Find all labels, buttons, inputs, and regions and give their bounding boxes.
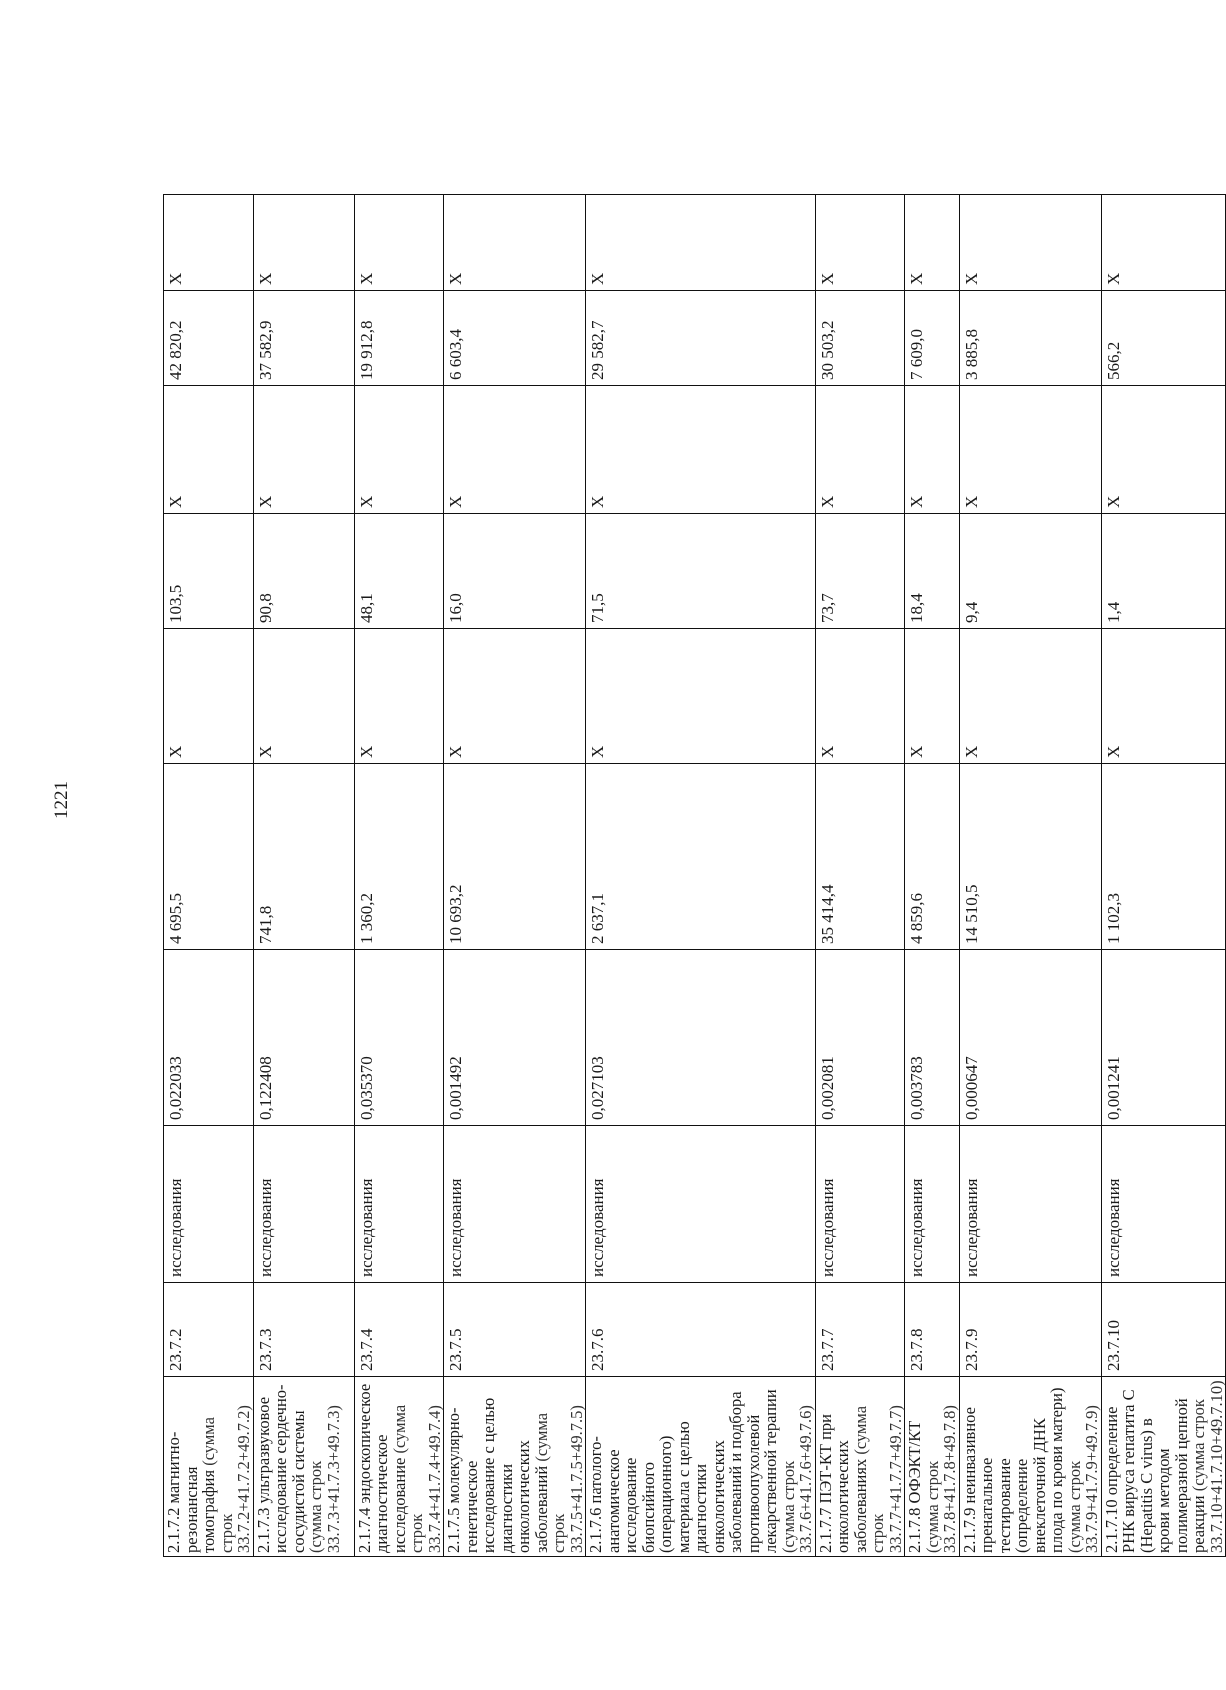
volume-norm-cell: 0,022033 [164, 950, 254, 1126]
rotated-table-container [163, 195, 1226, 1557]
cost-norm-cell: 2 637,1 [586, 764, 816, 950]
unit-cell: исследования [164, 1126, 254, 1283]
sum-formula: (сумма строк 33.7.2+41.7.2+49.7.2) [199, 1405, 253, 1553]
x-cell: X [164, 629, 254, 764]
x-cell: X [586, 195, 816, 291]
table-row [815, 195, 905, 1557]
service-name-cell [959, 1377, 1101, 1557]
x-cell: X [905, 629, 960, 764]
per-capita-cell: 90,8 [253, 514, 354, 629]
volume-norm-cell: 0,035370 [354, 950, 444, 1126]
service-name-cell [1101, 1377, 1226, 1557]
per-capita-cell: 71,5 [586, 514, 816, 629]
sum-formula: (сумма строк 33.7.8+41.7.8+49.7.8) [922, 1405, 959, 1553]
total-cost-cell: 19 912,8 [354, 291, 444, 386]
service-name: 2.1.7.4 эндоскопическое диагностическое исследование [354, 1383, 409, 1553]
line-number-cell: 23.7.8 [905, 1283, 960, 1377]
unit-cell: исследования [444, 1126, 586, 1283]
volume-norm-cell: 0,001241 [1101, 950, 1226, 1126]
x-cell: X [253, 629, 354, 764]
table-row [905, 195, 960, 1557]
x-cell: X [354, 386, 444, 514]
volume-norm-cell: 0,122408 [253, 950, 354, 1126]
x-cell: X [253, 386, 354, 514]
service-name: 2.1.7.3 ультразвуковое исследование сердечно-сосудистой системы [253, 1384, 308, 1553]
x-cell: X [815, 195, 905, 291]
cost-norm-cell: 741,8 [253, 764, 354, 950]
unit-cell: исследования [586, 1126, 816, 1283]
sum-formula: (сумма строк 33.7.4+41.7.4+49.7.4) [389, 1404, 444, 1553]
x-cell: X [586, 629, 816, 764]
x-cell: X [959, 195, 1101, 291]
x-cell: X [905, 195, 960, 291]
unit-cell: исследования [253, 1126, 354, 1283]
line-number-cell: 23.7.7 [815, 1283, 905, 1377]
per-capita-cell: 73,7 [815, 514, 905, 629]
cost-norm-cell: 1 102,3 [1101, 764, 1226, 950]
table-row [586, 195, 816, 1557]
table-row [444, 195, 586, 1557]
per-capita-cell: 1,4 [1101, 514, 1226, 629]
line-number-cell: 23.7.5 [444, 1283, 586, 1377]
x-cell: X [1101, 629, 1226, 764]
sum-formula: (сумма строк 33.7.9+41.7.9+49.7.9) [1064, 1405, 1101, 1553]
volume-norm-cell: 0,027103 [586, 950, 816, 1126]
total-cost-cell: 29 582,7 [586, 291, 816, 386]
x-cell: X [959, 386, 1101, 514]
per-capita-cell: 9,4 [959, 514, 1101, 629]
sum-formula: (сумма строк 33.7.7+41.7.7+49.7.7) [850, 1405, 905, 1553]
total-cost-cell: 37 582,9 [253, 291, 354, 386]
table-row [253, 195, 354, 1557]
service-name-cell [444, 1377, 586, 1557]
table-row [1101, 195, 1226, 1557]
total-cost-cell: 6 603,4 [444, 291, 586, 386]
total-cost-cell: 30 503,2 [815, 291, 905, 386]
unit-cell: исследования [1101, 1126, 1226, 1283]
x-cell: X [444, 195, 586, 291]
volume-norm-cell: 0,001492 [444, 950, 586, 1126]
x-cell: X [815, 629, 905, 764]
x-cell: X [905, 386, 960, 514]
per-capita-cell: 48,1 [354, 514, 444, 629]
total-cost-cell: 42 820,2 [164, 291, 254, 386]
line-number-cell: 23.7.10 [1101, 1283, 1226, 1377]
service-name-cell [164, 1377, 254, 1557]
x-cell: X [586, 386, 816, 514]
unit-cell: исследования [959, 1126, 1101, 1283]
volume-norm-cell: 0,003783 [905, 950, 960, 1126]
x-cell: X [1101, 386, 1226, 514]
total-cost-cell: 7 609,0 [905, 291, 960, 386]
sum-formula: (сумма строк 33.7.10+41.7.10+49.7.10) [1189, 1380, 1226, 1553]
volume-norm-cell: 0,002081 [815, 950, 905, 1126]
service-name: 2.1.7.8 ОФЭКТ/КТ [905, 1420, 924, 1553]
service-name-cell [905, 1377, 960, 1557]
cost-norm-cell: 1 360,2 [354, 764, 444, 950]
x-cell: X [444, 629, 586, 764]
x-cell: X [253, 195, 354, 291]
x-cell: X [354, 195, 444, 291]
total-cost-cell: 566,2 [1101, 291, 1226, 386]
line-number-cell: 23.7.4 [354, 1283, 444, 1377]
unit-cell: исследования [815, 1126, 905, 1283]
service-name: 2.1.7.6 патолого-анатомическое исследование биопсийного (операционного) материала с целью диагностики онкологических заболеваний и подбора противоопухолевой лекарственной терапии [586, 1389, 780, 1553]
x-cell: X [164, 386, 254, 514]
volume-norm-cell: 0,000647 [959, 950, 1101, 1126]
cost-norm-cell: 10 693,2 [444, 764, 586, 950]
cost-norm-cell: 4 695,5 [164, 764, 254, 950]
per-capita-cell: 16,0 [444, 514, 586, 629]
service-name-cell [253, 1377, 354, 1557]
service-name-cell [815, 1377, 905, 1557]
service-name: 2.1.7.5 молекулярно-генетическое исследование с целью диагностики онкологических заболеваний [444, 1397, 551, 1553]
service-name: 2.1.7.7 ПЭТ-КТ при онкологических заболеваниях [815, 1413, 870, 1553]
sum-formula: (сумма строк 33.7.5+41.7.5+49.7.5) [531, 1405, 586, 1553]
cost-norm-cell: 14 510,5 [959, 764, 1101, 950]
cost-norm-cell: 4 859,6 [905, 764, 960, 950]
table-row [354, 195, 444, 1557]
service-name: 2.1.7.10 определение РНК вируса гепатита С (Hepatitis С virus) в крови методом полимеразной цепной реакции [1101, 1389, 1208, 1553]
per-capita-cell: 103,5 [164, 514, 254, 629]
line-number-cell: 23.7.6 [586, 1283, 816, 1377]
table-row [959, 195, 1101, 1557]
line-number-cell: 23.7.2 [164, 1283, 254, 1377]
x-cell: X [1101, 195, 1226, 291]
table-row [164, 195, 254, 1557]
sum-formula: (сумма строк 33.7.3+41.7.3+49.7.3) [306, 1405, 343, 1553]
unit-cell: исследования [354, 1126, 444, 1283]
x-cell: X [164, 195, 254, 291]
total-cost-cell: 3 885,8 [959, 291, 1101, 386]
service-name: 2.1.7.9 неинвазивное пренатальное тестирование (определение внеклеточной ДНК плода по крови матери) [959, 1387, 1066, 1553]
sum-formula: (сумма строк 33.7.6+41.7.6+49.7.6) [778, 1405, 815, 1553]
unit-cell: исследования [905, 1126, 960, 1283]
page-number: 1221 [51, 781, 72, 819]
cost-norm-cell: 35 414,4 [815, 764, 905, 950]
x-cell: X [354, 629, 444, 764]
per-capita-cell: 18,4 [905, 514, 960, 629]
line-number-cell: 23.7.3 [253, 1283, 354, 1377]
service-name: 2.1.7.2 магнитно-резонансная томография [164, 1431, 218, 1553]
services-table [163, 194, 1226, 1557]
x-cell: X [444, 386, 586, 514]
x-cell: X [815, 386, 905, 514]
service-name-cell [354, 1377, 444, 1557]
service-name-cell [586, 1377, 816, 1557]
line-number-cell: 23.7.9 [959, 1283, 1101, 1377]
x-cell: X [959, 629, 1101, 764]
